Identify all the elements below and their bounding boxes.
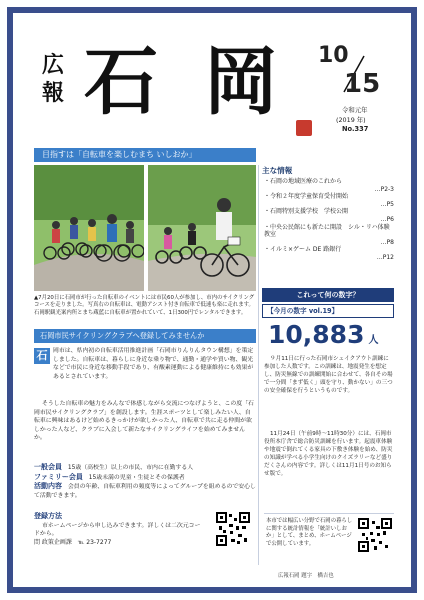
- member-family-label: ファミリー会員: [34, 472, 83, 481]
- registration-info: [34, 512, 204, 547]
- cycling-group-illustration: [34, 165, 144, 291]
- member-general-text: 15歳（高校生）以上の市民、市内に在勤する人: [67, 465, 194, 471]
- register-text: 市ホームページから申し込みできます。詳しくは二次元コードから。: [34, 522, 201, 538]
- member-general-row: [34, 463, 256, 473]
- member-family-row: [34, 473, 256, 483]
- masthead-ko: 広: [42, 52, 65, 78]
- cycling-group-photo: [34, 165, 144, 291]
- e-bike-illustration: [148, 165, 256, 291]
- member-family-text: 15歳未満の児童・生徒とその保護者: [88, 474, 185, 481]
- toc-item[interactable]: ・石岡の地域医療のこれから …P2-3: [264, 178, 394, 193]
- masthead-oka: 岡: [204, 39, 278, 125]
- membership-info: [34, 463, 256, 500]
- feature-banner: 目指すは「自転車を楽しむまち いしおか」: [34, 148, 256, 162]
- statistics-note: 本市では幅広い分野で石岡の暮らしに関する統計情報を「統計いしおか」として、まとめ、ホームページで公開しています。: [266, 518, 353, 547]
- masthead: [26, 40, 326, 132]
- activity-text: 会員の年齢、自転車利用の頻度等によってグループを組めるので安心して活動できます。: [34, 484, 256, 499]
- issue-number: No.337: [342, 125, 369, 133]
- article-paragraph-1-lead: [53, 347, 256, 381]
- number-value: 10,883: [268, 320, 365, 349]
- issue-year: (2019 年): [336, 116, 366, 124]
- calligrapher-seal: [296, 120, 312, 136]
- masthead-ishi: 石: [84, 39, 158, 125]
- club-banner: 石岡市民サイクリングクラブへ登録してみませんか: [34, 329, 256, 343]
- photo-caption: ▲7月20日に石岡市が行った自転車のイベントには市民60人が参加し、市内のサイクリングコースを走りました。写真右の自転車は、電動アシスト付き自転車で低速も楽に走れます。石岡駅観光案内所とまち蔵藍に自転車が置かれていて、1日300円でレンタルできます。: [34, 295, 255, 316]
- number-text-2: 11月24日（午前9時～11時30分）には、石岡市役所本庁舎で総合防災訓練を行います。起震車体験や地震で倒れてくる家具の下敷き体験を始め、防災の知識が学べる小学生向けのクイズラリーなど盛りだくさんの内容です。詳しくは11月1日号のお知らせ版で。: [264, 431, 393, 477]
- toc-item[interactable]: ・中央公民館にも新たに開設 シル・リハ体験教室 …P8: [264, 223, 394, 246]
- toc-item[interactable]: ・イルミ×ゲーム DE 路銀行 …P12: [264, 246, 394, 261]
- activity-row: [34, 482, 256, 500]
- statistics-qr-code[interactable]: [358, 518, 392, 552]
- register-label: 登録方法: [34, 512, 62, 520]
- headline-number: [268, 318, 378, 358]
- issue-month: 10: [318, 43, 349, 68]
- number-text-1: ９月11日に行った石岡市シェイクアウト訓練に参加した人数です。この訓練は、地震発生を想定し、防災無線での訓練開始に合わせて、各自その場で一分間「まず低く」頭を守り、動かない」の三つの安全確保を行うというものです。: [264, 356, 393, 394]
- footer-credit: 広報石岡 題字 橋吉也: [278, 573, 334, 579]
- issue-era: 令和元年: [342, 106, 368, 114]
- note-divider: [264, 513, 394, 514]
- toc-item[interactable]: ・令和２年度学童保育受付開始 …P5: [264, 193, 394, 208]
- column-divider: [258, 165, 259, 565]
- contents-sidebar: [262, 165, 394, 176]
- toc-list: [264, 178, 394, 262]
- dropcap: 石: [34, 348, 50, 364]
- toc-title: 主な情報: [262, 166, 293, 175]
- toc-item[interactable]: ・石岡特別支援学校 学校公開 …P6: [264, 208, 394, 223]
- qr-icon: [358, 518, 392, 552]
- club-qr-code[interactable]: [216, 512, 250, 546]
- masthead-ho: 報: [42, 80, 65, 106]
- activity-label: 活動内容: [34, 482, 62, 491]
- number-unit: 人: [368, 335, 379, 346]
- member-general-label: 一般会員: [34, 463, 62, 471]
- issue-day: 15: [344, 69, 381, 99]
- number-quiz-banner: これって何の数字？: [262, 288, 394, 302]
- article-paragraph-2: そうした自転車の魅力をみんなで体感しながら交流につなげようと、この度「石岡市民サイクリングクラブ」を創設します。生涯スポーツとして楽しみたい人、自転車に興味はあるけど始めるきっかけが欲しかった人、自転車で共に走る仲間が欲しかった人など、クラブに入会して新たなサイクリングライフを始めてみませんか。: [34, 401, 254, 442]
- article-paragraph-1: 岡市は、県内初の自転車活用推進計画「石岡市りんりんタウン構想」を策定しました。自転車は、暮らしに身近な乗り物で、通勤・通学や買い物、観光などで市民に身近な移動手段であり、有酸素運動による健康維持にも効果があるとされています。: [53, 348, 254, 380]
- qr-icon: [216, 512, 250, 546]
- issue-date: [318, 44, 388, 144]
- e-bike-photo: [148, 165, 256, 291]
- number-vol-label: 【今月の数字 vol.19】: [262, 304, 394, 318]
- contact-line: 問 政策企画課 ℡ 23-7277: [34, 538, 112, 546]
